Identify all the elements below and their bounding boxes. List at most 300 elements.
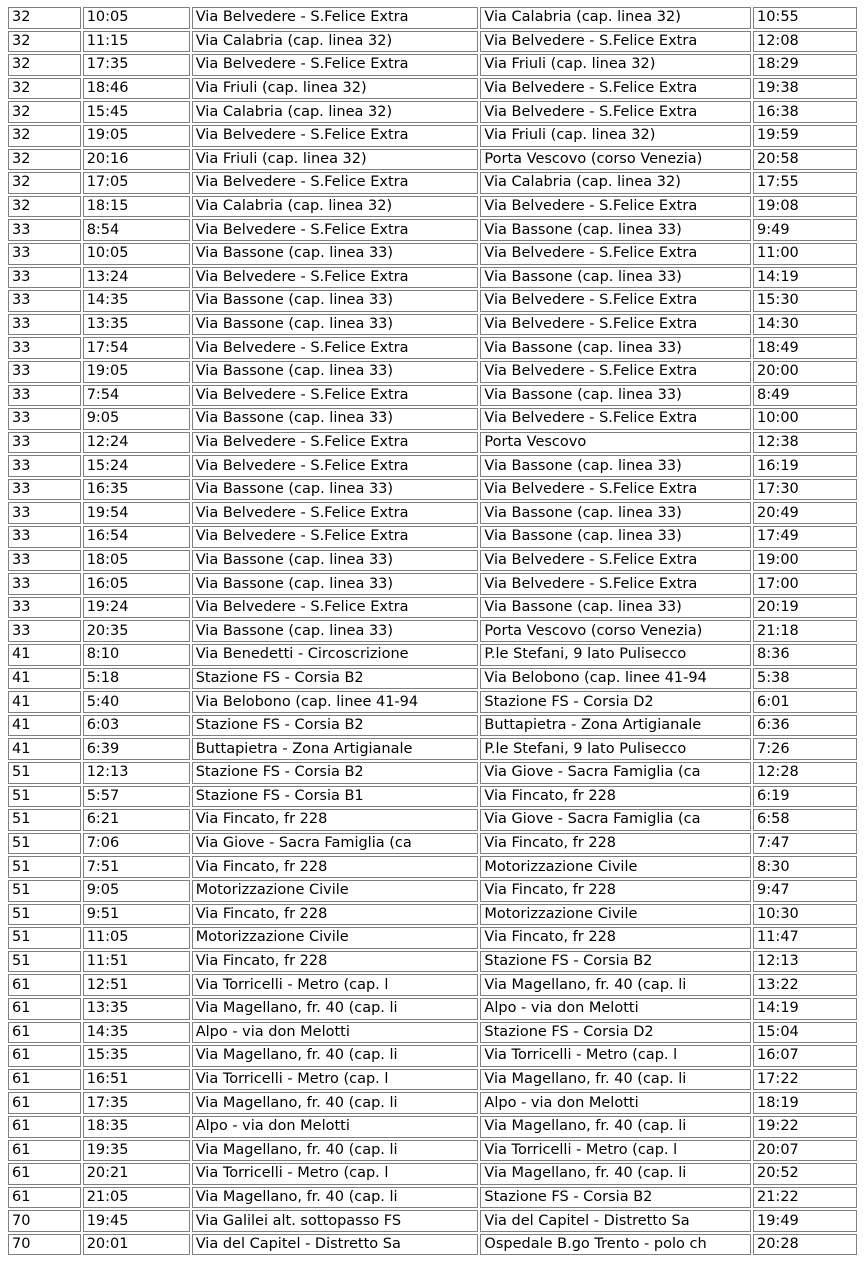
departure-time-cell: 6:39 (83, 738, 190, 760)
origin-stop-cell: Via Friuli (cap. linea 32) (192, 78, 479, 100)
origin-stop-cell: Via Calabria (cap. linea 32) (192, 31, 479, 53)
line-number-cell: 61 (8, 1116, 81, 1138)
origin-stop-cell: Stazione FS - Corsia B2 (192, 762, 479, 784)
destination-stop-cell: Via Fincato, fr 228 (480, 833, 751, 855)
line-number-cell: 61 (8, 1069, 81, 1091)
departure-time-cell: 8:54 (83, 219, 190, 241)
arrival-time-cell: 20:00 (753, 361, 857, 383)
line-number-cell: 33 (8, 526, 81, 548)
arrival-time-cell: 20:49 (753, 502, 857, 524)
departure-time-cell: 13:24 (83, 267, 190, 289)
table-row (8, 974, 857, 996)
origin-stop-cell: Via Belvedere - S.Felice Extra (192, 502, 479, 524)
table-row (8, 361, 857, 383)
table-row (8, 172, 857, 194)
departure-time-cell: 11:05 (83, 927, 190, 949)
origin-stop-cell: Via Fincato, fr 228 (192, 951, 479, 973)
departure-time-cell: 12:51 (83, 974, 190, 996)
table-row (8, 243, 857, 265)
destination-stop-cell: Via Magellano, fr. 40 (cap. li (480, 1069, 751, 1091)
departure-time-cell: 16:05 (83, 573, 190, 595)
origin-stop-cell: Via Belvedere - S.Felice Extra (192, 267, 479, 289)
departure-time-cell: 14:35 (83, 290, 190, 312)
table-row (8, 196, 857, 218)
destination-stop-cell: Via Bassone (cap. linea 33) (480, 526, 751, 548)
arrival-time-cell: 19:08 (753, 196, 857, 218)
arrival-time-cell: 8:30 (753, 856, 857, 878)
table-row (8, 54, 857, 76)
destination-stop-cell: Via Torricelli - Metro (cap. l (480, 1045, 751, 1067)
origin-stop-cell: Via Benedetti - Circoscrizione (192, 644, 479, 666)
table-row (8, 455, 857, 477)
arrival-time-cell: 10:00 (753, 408, 857, 430)
destination-stop-cell: Via Bassone (cap. linea 33) (480, 502, 751, 524)
departure-time-cell: 12:13 (83, 762, 190, 784)
arrival-time-cell: 5:38 (753, 668, 857, 690)
destination-stop-cell: Motorizzazione Civile (480, 904, 751, 926)
line-number-cell: 32 (8, 7, 81, 29)
line-number-cell: 33 (8, 573, 81, 595)
table-row (8, 833, 857, 855)
origin-stop-cell: Via Bassone (cap. linea 33) (192, 620, 479, 642)
origin-stop-cell: Via Belvedere - S.Felice Extra (192, 125, 479, 147)
destination-stop-cell: Via Calabria (cap. linea 32) (480, 7, 751, 29)
arrival-time-cell: 7:47 (753, 833, 857, 855)
arrival-time-cell: 18:19 (753, 1092, 857, 1114)
arrival-time-cell: 21:22 (753, 1187, 857, 1209)
destination-stop-cell: Porta Vescovo (corso Venezia) (480, 149, 751, 171)
departure-time-cell: 18:05 (83, 550, 190, 572)
origin-stop-cell: Via Belvedere - S.Felice Extra (192, 432, 479, 454)
arrival-time-cell: 6:19 (753, 786, 857, 808)
arrival-time-cell: 11:47 (753, 927, 857, 949)
origin-stop-cell: Stazione FS - Corsia B1 (192, 786, 479, 808)
departure-time-cell: 19:45 (83, 1210, 190, 1232)
line-number-cell: 41 (8, 691, 81, 713)
origin-stop-cell: Via Fincato, fr 228 (192, 856, 479, 878)
arrival-time-cell: 14:19 (753, 267, 857, 289)
departure-time-cell: 15:24 (83, 455, 190, 477)
departure-time-cell: 17:05 (83, 172, 190, 194)
departure-time-cell: 13:35 (83, 314, 190, 336)
arrival-time-cell: 9:47 (753, 880, 857, 902)
origin-stop-cell: Via Belvedere - S.Felice Extra (192, 526, 479, 548)
table-row (8, 856, 857, 878)
destination-stop-cell: Alpo - via don Melotti (480, 1092, 751, 1114)
origin-stop-cell: Via Calabria (cap. linea 32) (192, 101, 479, 123)
arrival-time-cell: 17:49 (753, 526, 857, 548)
destination-stop-cell: Via Fincato, fr 228 (480, 786, 751, 808)
line-number-cell: 51 (8, 904, 81, 926)
line-number-cell: 51 (8, 927, 81, 949)
arrival-time-cell: 19:59 (753, 125, 857, 147)
arrival-time-cell: 14:30 (753, 314, 857, 336)
destination-stop-cell: Porta Vescovo (corso Venezia) (480, 620, 751, 642)
departure-time-cell: 19:35 (83, 1140, 190, 1162)
origin-stop-cell: Via Belobono (cap. linee 41-94 (192, 691, 479, 713)
destination-stop-cell: Via Belvedere - S.Felice Extra (480, 479, 751, 501)
table-row (8, 78, 857, 100)
origin-stop-cell: Via Galilei alt. sottopasso FS (192, 1210, 479, 1232)
origin-stop-cell: Via Giove - Sacra Famiglia (ca (192, 833, 479, 855)
destination-stop-cell: Via Belvedere - S.Felice Extra (480, 573, 751, 595)
line-number-cell: 61 (8, 998, 81, 1020)
table-row (8, 573, 857, 595)
line-number-cell: 33 (8, 290, 81, 312)
table-row (8, 715, 857, 737)
line-number-cell: 51 (8, 833, 81, 855)
line-number-cell: 61 (8, 1092, 81, 1114)
arrival-time-cell: 16:38 (753, 101, 857, 123)
line-number-cell: 33 (8, 455, 81, 477)
table-row (8, 1022, 857, 1044)
table-row (8, 290, 857, 312)
destination-stop-cell: Via Fincato, fr 228 (480, 880, 751, 902)
departure-time-cell: 7:54 (83, 385, 190, 407)
table-row (8, 668, 857, 690)
origin-stop-cell: Via Bassone (cap. linea 33) (192, 573, 479, 595)
departure-time-cell: 8:10 (83, 644, 190, 666)
origin-stop-cell: Via Bassone (cap. linea 33) (192, 243, 479, 265)
destination-stop-cell: Via Belvedere - S.Felice Extra (480, 550, 751, 572)
destination-stop-cell: P.le Stefani, 9 lato Pulisecco (480, 738, 751, 760)
table-row (8, 502, 857, 524)
arrival-time-cell: 6:01 (753, 691, 857, 713)
line-number-cell: 61 (8, 974, 81, 996)
origin-stop-cell: Via Bassone (cap. linea 33) (192, 314, 479, 336)
table-row (8, 597, 857, 619)
departure-time-cell: 16:51 (83, 1069, 190, 1091)
destination-stop-cell: Via Magellano, fr. 40 (cap. li (480, 1116, 751, 1138)
timetable-body (8, 7, 857, 1255)
origin-stop-cell: Via Bassone (cap. linea 33) (192, 290, 479, 312)
line-number-cell: 41 (8, 644, 81, 666)
origin-stop-cell: Via Magellano, fr. 40 (cap. li (192, 1140, 479, 1162)
table-row (8, 644, 857, 666)
destination-stop-cell: P.le Stefani, 9 lato Pulisecco (480, 644, 751, 666)
line-number-cell: 70 (8, 1210, 81, 1232)
line-number-cell: 33 (8, 479, 81, 501)
departure-time-cell: 15:35 (83, 1045, 190, 1067)
departure-time-cell: 5:40 (83, 691, 190, 713)
line-number-cell: 61 (8, 1022, 81, 1044)
departure-time-cell: 17:35 (83, 1092, 190, 1114)
origin-stop-cell: Via Bassone (cap. linea 33) (192, 361, 479, 383)
departure-time-cell: 19:05 (83, 361, 190, 383)
destination-stop-cell: Via Belvedere - S.Felice Extra (480, 361, 751, 383)
origin-stop-cell: Via Belvedere - S.Felice Extra (192, 455, 479, 477)
departure-time-cell: 6:21 (83, 809, 190, 831)
table-row (8, 927, 857, 949)
table-row (8, 880, 857, 902)
departure-time-cell: 14:35 (83, 1022, 190, 1044)
origin-stop-cell: Via Bassone (cap. linea 33) (192, 479, 479, 501)
table-row (8, 526, 857, 548)
origin-stop-cell: Via Magellano, fr. 40 (cap. li (192, 1045, 479, 1067)
departure-time-cell: 20:16 (83, 149, 190, 171)
arrival-time-cell: 12:13 (753, 951, 857, 973)
origin-stop-cell: Motorizzazione Civile (192, 880, 479, 902)
departure-time-cell: 11:15 (83, 31, 190, 53)
destination-stop-cell: Via Belvedere - S.Felice Extra (480, 314, 751, 336)
arrival-time-cell: 13:22 (753, 974, 857, 996)
line-number-cell: 33 (8, 408, 81, 430)
destination-stop-cell: Via Belvedere - S.Felice Extra (480, 196, 751, 218)
line-number-cell: 41 (8, 738, 81, 760)
arrival-time-cell: 12:08 (753, 31, 857, 53)
arrival-time-cell: 18:49 (753, 337, 857, 359)
table-row (8, 337, 857, 359)
arrival-time-cell: 11:00 (753, 243, 857, 265)
arrival-time-cell: 12:38 (753, 432, 857, 454)
destination-stop-cell: Via Giove - Sacra Famiglia (ca (480, 809, 751, 831)
arrival-time-cell: 14:19 (753, 998, 857, 1020)
origin-stop-cell: Via del Capitel - Distretto Sa (192, 1234, 479, 1256)
table-row (8, 219, 857, 241)
departure-time-cell: 18:46 (83, 78, 190, 100)
departure-time-cell: 12:24 (83, 432, 190, 454)
table-row (8, 1187, 857, 1209)
arrival-time-cell: 20:58 (753, 149, 857, 171)
departure-time-cell: 20:35 (83, 620, 190, 642)
departure-time-cell: 10:05 (83, 243, 190, 265)
line-number-cell: 41 (8, 715, 81, 737)
line-number-cell: 33 (8, 385, 81, 407)
arrival-time-cell: 15:30 (753, 290, 857, 312)
departure-time-cell: 18:15 (83, 196, 190, 218)
arrival-time-cell: 10:30 (753, 904, 857, 926)
destination-stop-cell: Via Bassone (cap. linea 33) (480, 385, 751, 407)
line-number-cell: 51 (8, 762, 81, 784)
arrival-time-cell: 7:26 (753, 738, 857, 760)
arrival-time-cell: 20:28 (753, 1234, 857, 1256)
departure-time-cell: 16:54 (83, 526, 190, 548)
line-number-cell: 33 (8, 243, 81, 265)
departure-time-cell: 19:24 (83, 597, 190, 619)
arrival-time-cell: 6:58 (753, 809, 857, 831)
destination-stop-cell: Via Torricelli - Metro (cap. l (480, 1140, 751, 1162)
arrival-time-cell: 17:55 (753, 172, 857, 194)
origin-stop-cell: Via Fincato, fr 228 (192, 809, 479, 831)
origin-stop-cell: Via Magellano, fr. 40 (cap. li (192, 1187, 479, 1209)
destination-stop-cell: Via Belvedere - S.Felice Extra (480, 31, 751, 53)
line-number-cell: 33 (8, 337, 81, 359)
origin-stop-cell: Via Magellano, fr. 40 (cap. li (192, 998, 479, 1020)
destination-stop-cell: Via Belobono (cap. linee 41-94 (480, 668, 751, 690)
origin-stop-cell: Via Bassone (cap. linea 33) (192, 550, 479, 572)
origin-stop-cell: Via Calabria (cap. linea 32) (192, 196, 479, 218)
line-number-cell: 33 (8, 597, 81, 619)
destination-stop-cell: Stazione FS - Corsia D2 (480, 691, 751, 713)
origin-stop-cell: Alpo - via don Melotti (192, 1116, 479, 1138)
line-number-cell: 33 (8, 550, 81, 572)
destination-stop-cell: Via Giove - Sacra Famiglia (ca (480, 762, 751, 784)
arrival-time-cell: 15:04 (753, 1022, 857, 1044)
departure-time-cell: 5:57 (83, 786, 190, 808)
origin-stop-cell: Via Torricelli - Metro (cap. l (192, 974, 479, 996)
line-number-cell: 33 (8, 219, 81, 241)
arrival-time-cell: 20:07 (753, 1140, 857, 1162)
destination-stop-cell: Stazione FS - Corsia B2 (480, 1187, 751, 1209)
origin-stop-cell: Alpo - via don Melotti (192, 1022, 479, 1044)
destination-stop-cell: Buttapietra - Zona Artigianale (480, 715, 751, 737)
origin-stop-cell: Via Torricelli - Metro (cap. l (192, 1069, 479, 1091)
table-row (8, 1069, 857, 1091)
destination-stop-cell: Via Bassone (cap. linea 33) (480, 597, 751, 619)
arrival-time-cell: 10:55 (753, 7, 857, 29)
line-number-cell: 61 (8, 1163, 81, 1185)
table-row (8, 385, 857, 407)
origin-stop-cell: Via Fincato, fr 228 (192, 904, 479, 926)
origin-stop-cell: Via Belvedere - S.Felice Extra (192, 172, 479, 194)
arrival-time-cell: 17:30 (753, 479, 857, 501)
origin-stop-cell: Via Bassone (cap. linea 33) (192, 408, 479, 430)
origin-stop-cell: Via Belvedere - S.Felice Extra (192, 597, 479, 619)
line-number-cell: 51 (8, 809, 81, 831)
destination-stop-cell: Alpo - via don Melotti (480, 998, 751, 1020)
arrival-time-cell: 19:38 (753, 78, 857, 100)
table-row (8, 267, 857, 289)
line-number-cell: 61 (8, 1187, 81, 1209)
departure-time-cell: 21:05 (83, 1187, 190, 1209)
destination-stop-cell: Stazione FS - Corsia B2 (480, 951, 751, 973)
table-row (8, 7, 857, 29)
table-row (8, 314, 857, 336)
destination-stop-cell: Via Friuli (cap. linea 32) (480, 54, 751, 76)
table-row (8, 149, 857, 171)
table-row (8, 809, 857, 831)
table-row (8, 1092, 857, 1114)
destination-stop-cell: Porta Vescovo (480, 432, 751, 454)
table-row (8, 1234, 857, 1256)
arrival-time-cell: 8:36 (753, 644, 857, 666)
departure-time-cell: 20:01 (83, 1234, 190, 1256)
arrival-time-cell: 9:49 (753, 219, 857, 241)
table-row (8, 1140, 857, 1162)
line-number-cell: 33 (8, 620, 81, 642)
arrival-time-cell: 21:18 (753, 620, 857, 642)
origin-stop-cell: Via Belvedere - S.Felice Extra (192, 337, 479, 359)
bus-timetable (6, 5, 859, 1257)
line-number-cell: 51 (8, 786, 81, 808)
departure-time-cell: 9:05 (83, 880, 190, 902)
line-number-cell: 32 (8, 196, 81, 218)
line-number-cell: 32 (8, 125, 81, 147)
destination-stop-cell: Via Belvedere - S.Felice Extra (480, 290, 751, 312)
departure-time-cell: 9:05 (83, 408, 190, 430)
arrival-time-cell: 20:19 (753, 597, 857, 619)
origin-stop-cell: Stazione FS - Corsia B2 (192, 668, 479, 690)
arrival-time-cell: 17:00 (753, 573, 857, 595)
departure-time-cell: 5:18 (83, 668, 190, 690)
line-number-cell: 61 (8, 1140, 81, 1162)
origin-stop-cell: Via Friuli (cap. linea 32) (192, 149, 479, 171)
line-number-cell: 51 (8, 951, 81, 973)
table-row (8, 786, 857, 808)
table-row (8, 904, 857, 926)
table-row (8, 951, 857, 973)
arrival-time-cell: 20:52 (753, 1163, 857, 1185)
line-number-cell: 33 (8, 502, 81, 524)
table-row (8, 691, 857, 713)
arrival-time-cell: 19:49 (753, 1210, 857, 1232)
destination-stop-cell: Motorizzazione Civile (480, 856, 751, 878)
destination-stop-cell: Via Belvedere - S.Felice Extra (480, 408, 751, 430)
table-row (8, 432, 857, 454)
line-number-cell: 33 (8, 361, 81, 383)
table-row (8, 31, 857, 53)
departure-time-cell: 17:54 (83, 337, 190, 359)
table-row (8, 762, 857, 784)
line-number-cell: 33 (8, 267, 81, 289)
arrival-time-cell: 19:22 (753, 1116, 857, 1138)
line-number-cell: 32 (8, 172, 81, 194)
departure-time-cell: 11:51 (83, 951, 190, 973)
destination-stop-cell: Via Bassone (cap. linea 33) (480, 455, 751, 477)
table-row (8, 1045, 857, 1067)
line-number-cell: 51 (8, 880, 81, 902)
origin-stop-cell: Via Belvedere - S.Felice Extra (192, 219, 479, 241)
arrival-time-cell: 8:49 (753, 385, 857, 407)
line-number-cell: 32 (8, 101, 81, 123)
departure-time-cell: 18:35 (83, 1116, 190, 1138)
table-row (8, 738, 857, 760)
departure-time-cell: 19:54 (83, 502, 190, 524)
line-number-cell: 33 (8, 432, 81, 454)
departure-time-cell: 9:51 (83, 904, 190, 926)
line-number-cell: 70 (8, 1234, 81, 1256)
table-row (8, 1210, 857, 1232)
arrival-time-cell: 6:36 (753, 715, 857, 737)
line-number-cell: 32 (8, 31, 81, 53)
arrival-time-cell: 17:22 (753, 1069, 857, 1091)
table-row (8, 1163, 857, 1185)
table-row (8, 1116, 857, 1138)
table-row (8, 101, 857, 123)
origin-stop-cell: Stazione FS - Corsia B2 (192, 715, 479, 737)
destination-stop-cell: Via Bassone (cap. linea 33) (480, 267, 751, 289)
table-row (8, 550, 857, 572)
arrival-time-cell: 16:19 (753, 455, 857, 477)
table-row (8, 620, 857, 642)
departure-time-cell: 10:05 (83, 7, 190, 29)
line-number-cell: 32 (8, 78, 81, 100)
destination-stop-cell: Via Fincato, fr 228 (480, 927, 751, 949)
line-number-cell: 51 (8, 856, 81, 878)
departure-time-cell: 7:51 (83, 856, 190, 878)
destination-stop-cell: Via Bassone (cap. linea 33) (480, 337, 751, 359)
origin-stop-cell: Via Belvedere - S.Felice Extra (192, 7, 479, 29)
line-number-cell: 41 (8, 668, 81, 690)
origin-stop-cell: Via Belvedere - S.Felice Extra (192, 385, 479, 407)
destination-stop-cell: Via Belvedere - S.Felice Extra (480, 78, 751, 100)
departure-time-cell: 19:05 (83, 125, 190, 147)
line-number-cell: 32 (8, 54, 81, 76)
origin-stop-cell: Via Torricelli - Metro (cap. l (192, 1163, 479, 1185)
departure-time-cell: 17:35 (83, 54, 190, 76)
destination-stop-cell: Via Magellano, fr. 40 (cap. li (480, 1163, 751, 1185)
line-number-cell: 61 (8, 1045, 81, 1067)
destination-stop-cell: Via del Capitel - Distretto Sa (480, 1210, 751, 1232)
table-row (8, 125, 857, 147)
departure-time-cell: 13:35 (83, 998, 190, 1020)
departure-time-cell: 20:21 (83, 1163, 190, 1185)
origin-stop-cell: Via Magellano, fr. 40 (cap. li (192, 1092, 479, 1114)
destination-stop-cell: Via Friuli (cap. linea 32) (480, 125, 751, 147)
destination-stop-cell: Via Belvedere - S.Felice Extra (480, 101, 751, 123)
departure-time-cell: 15:45 (83, 101, 190, 123)
table-row (8, 998, 857, 1020)
